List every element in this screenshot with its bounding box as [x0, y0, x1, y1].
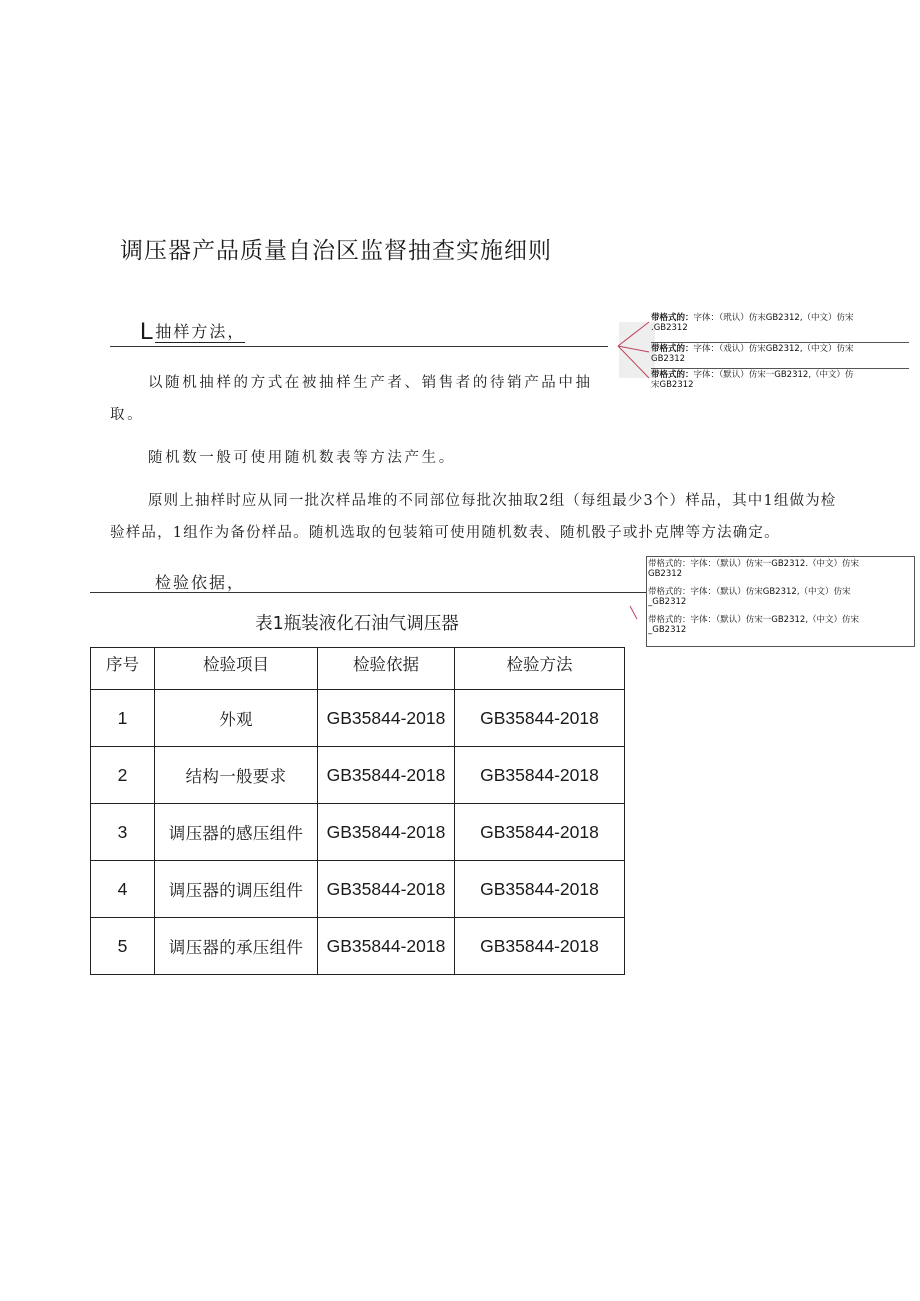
paragraph-3-line-1: 原则上抽样时应从同一批次样品堆的不同部位每批次抽取2组（每组最少3个）样品，其中1组做为检: [148, 493, 837, 509]
item-cell: 结构一般要求: [155, 747, 318, 804]
comment-text-cont: _GB2312: [648, 624, 687, 635]
comment-label: 带格式的：: [648, 615, 691, 625]
paragraph-1-line-2: 取。: [110, 407, 145, 423]
row-number-cell: 4: [91, 861, 155, 918]
section-1-number: L: [140, 318, 154, 345]
comment-text: 字体：（默认）仿宋一GB2312.（中文）仿宋: [690, 559, 860, 569]
item-cell: 外观: [155, 690, 318, 747]
header-cell: 检验依据: [318, 648, 455, 690]
comment-text: 字体：（默认）仿宋一GB2312,（中文）仿: [693, 370, 854, 380]
comment-label: 带格式的：: [648, 587, 691, 597]
comment-label: 带格式的：: [651, 344, 694, 354]
comment-text-cont: GB2312: [651, 353, 686, 364]
method-cell: GB35844-2018: [455, 690, 625, 747]
basis-cell: GB35844-2018: [318, 918, 455, 975]
item-cell: 调压器的调压组件: [155, 861, 318, 918]
comment-text-cont: _GB2312: [648, 596, 687, 607]
table-caption: 表1瓶装液化石油气调压器: [255, 614, 459, 634]
paragraph-3-line-2: 验样品，1组作为备份样品。随机选取的包装箱可使用随机数表、随机骰子或扑克牌等方法确定。: [110, 525, 780, 541]
header-cell: 检验方法: [455, 648, 625, 690]
row-number-cell: 5: [91, 918, 155, 975]
basis-cell: GB35844-2018: [318, 861, 455, 918]
paragraph-2: 随机数一般可使用随机数表等方法产生。: [148, 450, 456, 466]
comment-text: 字体：（默认）仿宋GB2312,（中文）仿宋: [690, 587, 851, 597]
comment-label: 带格式的：: [648, 559, 691, 569]
row-number-cell: 1: [91, 690, 155, 747]
comment-text: 字体：（戏认）仿宋GB2312,（中文）仿宋: [693, 344, 854, 354]
row-number-cell: 3: [91, 804, 155, 861]
section-1-text: 抽样方法，: [155, 322, 246, 341]
comment-label: 带格式的：: [651, 370, 694, 380]
comment-text-cont: GB2312: [648, 568, 683, 579]
comment-text: 字体：（玳认）仿末GB2312,（中文）仿宋: [693, 313, 854, 323]
comment-text-cont: .GB2312: [651, 322, 688, 333]
document-title: 调压器产品质量自治区监督抽查实施细则: [120, 238, 552, 264]
header-cell: 检验项目: [155, 648, 318, 690]
method-cell: GB35844-2018: [455, 747, 625, 804]
row-number-cell: 2: [91, 747, 155, 804]
method-cell: GB35844-2018: [455, 918, 625, 975]
comment-connector-line: [630, 606, 637, 619]
basis-cell: GB35844-2018: [318, 804, 455, 861]
item-cell: 调压器的感压组件: [155, 804, 318, 861]
paragraph-1-line-1: 以随机抽样的方式在被抽样生产者、销售者的待销产品中抽: [148, 375, 593, 391]
basis-cell: GB35844-2018: [318, 747, 455, 804]
comment-text-cont: 宋GB2312: [651, 379, 694, 390]
method-cell: GB35844-2018: [455, 861, 625, 918]
comment-text: 字体：（默认）仿宋一GB2312,（中文）仿宋: [690, 615, 860, 625]
basis-cell: GB35844-2018: [318, 690, 455, 747]
section-2-heading: 检验依据，: [155, 573, 246, 592]
item-cell: 调压器的承压组件: [155, 918, 318, 975]
header-cell: 序号: [91, 648, 155, 690]
comment-connector-line: [618, 322, 649, 346]
comment-label: 带格式的：: [651, 313, 694, 323]
method-cell: GB35844-2018: [455, 804, 625, 861]
